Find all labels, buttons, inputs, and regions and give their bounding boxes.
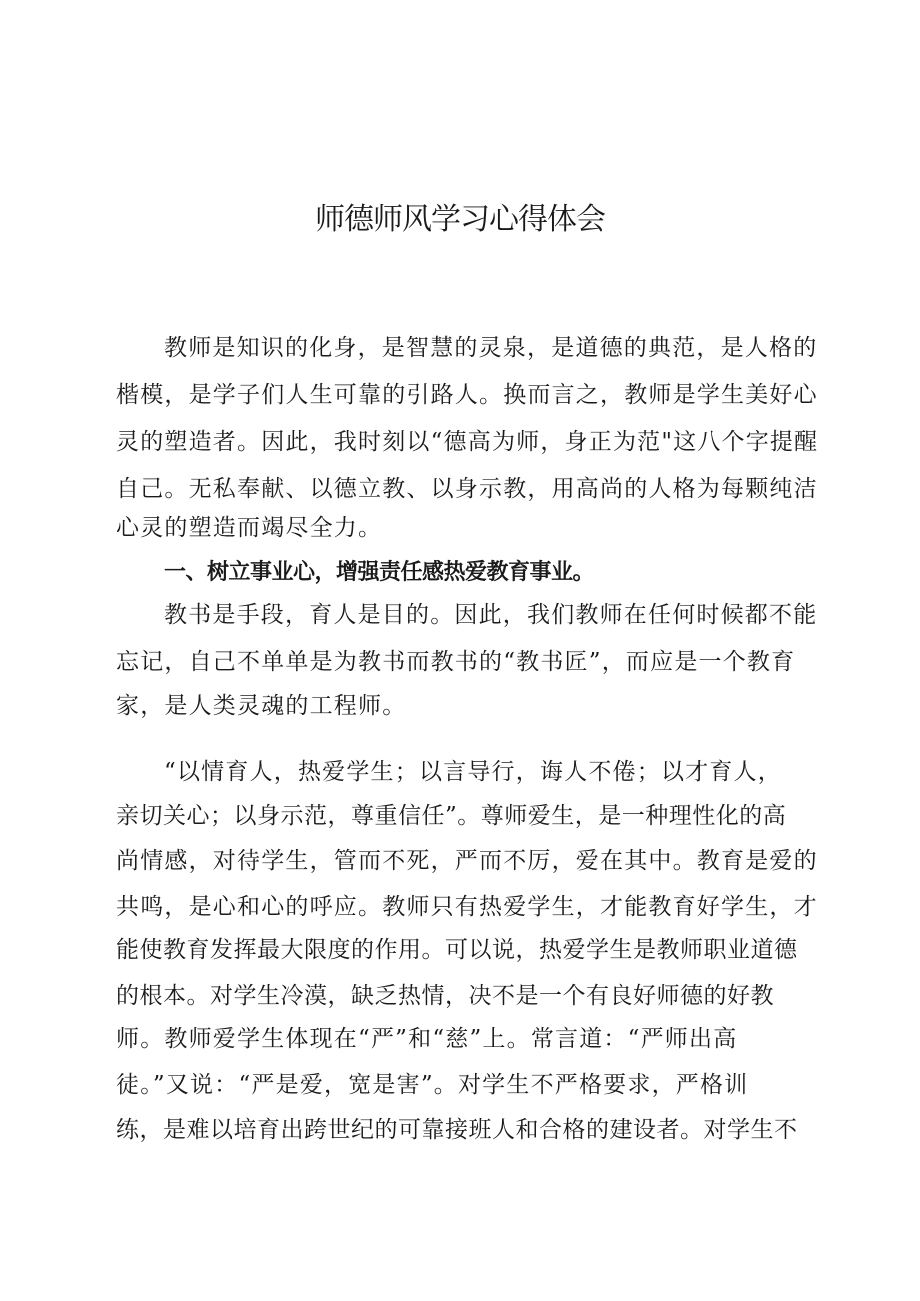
paragraph-line: 忘记，自己不单单是为教书而教书的“教书匠”，而应是一个教育 [116,649,796,675]
paragraph-line: 教书是手段，育人是目的。因此，我们教师在任何时候都不能 [164,602,818,628]
section-heading: 一、树立事业心，增强责任感热爱教育事业。 [164,560,595,585]
document-title: 师德师风学习心得体会 [315,202,605,237]
paragraph-line: 家，是人类灵魂的工程师。 [116,693,407,719]
paragraph-line: 灵的塑造者。因此，我时刻以“德高为师，身正为范"这八个字提醒 [116,429,819,455]
paragraph-line: 楷模，是学子们人生可靠的引路人。换而言之，教师是学生美好心 [116,382,818,408]
paragraph-line: 共鸣，是心和心的呼应。教师只有热爱学生，才能教育好学生，才 [116,894,818,920]
paragraph-line: 师。教师爱学生体现在“严”和“慈”上。常言道：“严师出高 [116,1026,738,1052]
paragraph-line: 教师是知识的化身，是智慧的灵泉，是道德的典范，是人格的 [164,335,818,361]
paragraph-line: 练，是难以培育出跨世纪的可靠接班人和合格的建设者。对学生不 [116,1117,798,1143]
paragraph-line: 自己。无私奉献、以德立教、以身示教，用高尚的人格为每颗纯洁 [116,476,818,502]
paragraph-line: “以情育人，热爱学生；以言导行，诲人不倦；以才育人， [164,759,782,785]
paragraph-line: 亲切关心；以身示范，尊重信任”。尊师爱生，是一种理性化的高 [116,803,787,829]
paragraph-line: 能使教育发挥最大限度的作用。可以说，热爱学生是教师职业道德 [116,937,798,963]
paragraph-line: 尚情感，对待学生，管而不死，严而不厉，爱在其中。教育是爱的 [116,848,818,874]
paragraph-line: 徒。”又说：“严是爱，宽是害”。对学生不严格要求，严格训 [116,1072,749,1098]
paragraph-line: 的根本。对学生冷漠，缺乏热情，决不是一个有良好师德的好教 [116,983,774,1009]
paragraph-line: 心灵的塑造而竭尽全力。 [116,515,383,541]
